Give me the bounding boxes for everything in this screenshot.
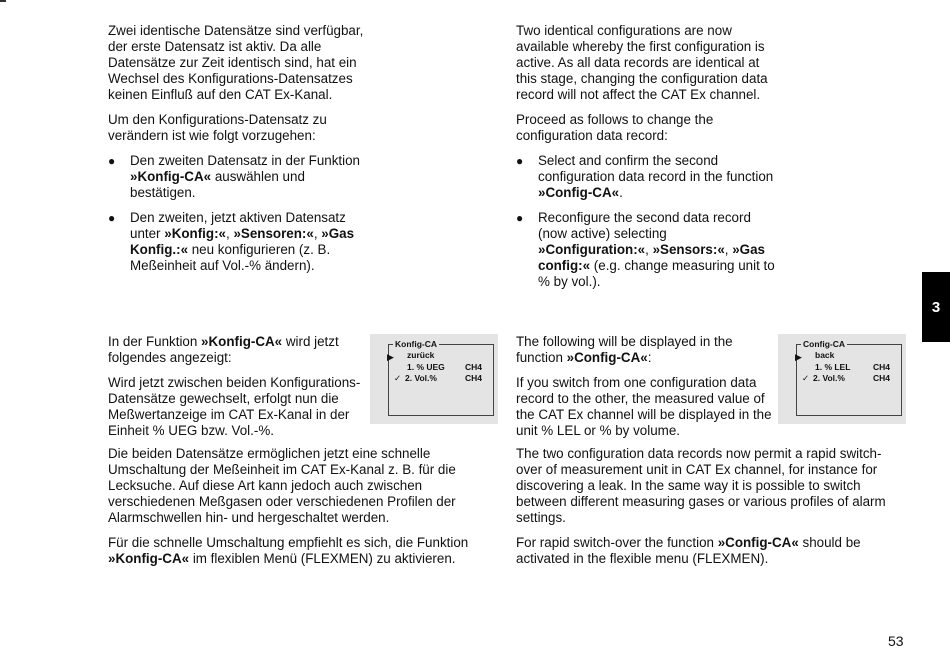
german-upper-column [108, 23, 370, 283]
de-paragraph-2: Um den Konfigurations-Datensatz zu verändern ist wie folgt vorzugehen: [108, 112, 327, 143]
cursor-arrow-icon: ▶ [387, 352, 394, 362]
en-paragraph-2: Proceed as follows to change the configuration data record: [516, 112, 714, 143]
de-lcd-screen [387, 339, 494, 416]
german-lower-narrow [108, 334, 364, 448]
en-lcd-title: Config-CA [803, 339, 846, 349]
de-lcd-display [370, 334, 498, 424]
en-bullet-1: ● Select and confirm the second configuration data record in the function »Config-CA«. [516, 153, 776, 201]
de-paragraph-5: Die beiden Datensätze ermöglichen jetzt eine schnelle Umschaltung der Meßeinheit im CAT Ex-Kanal z. B. für die Lecksuche. Auf diese Art kann jedoch auch zwischen verschiedenen Meßgasen oder verschiedenen Profilen der Alarmschwellen hin- und hergeschaltet werden. [108, 446, 456, 525]
de-lcd-row-3-gas: CH4 [465, 373, 483, 383]
en-lcd-row-3-label: 2. Vol.% [813, 373, 845, 383]
english-lower-wide [516, 446, 906, 576]
de-lcd-row-2-gas: CH4 [465, 361, 483, 372]
de-paragraph-6: Für die schnelle Umschaltung empfiehlt es sich, die Funktion »Konfig-CA« im flexiblen Menü (FLEXMEN) zu aktivieren. [108, 535, 469, 566]
de-lcd-row-2-label: 1. % UEG [407, 361, 445, 372]
en-lcd-row-1: back [815, 350, 835, 360]
english-upper-column [516, 23, 776, 299]
de-bullet-list [108, 153, 370, 274]
check-icon: ✓ [802, 373, 810, 383]
en-lcd-row-2-gas: CH4 [873, 361, 891, 372]
de-lcd-row-3-label: 2. Vol.% [405, 373, 437, 383]
page-number: 53 [888, 633, 904, 649]
en-lcd-row-3-gas: CH4 [873, 373, 891, 383]
en-paragraph-5: The two configuration data records now permit a rapid switch-over of measurement unit in CAT Ex channel, for instance for discovering a leak. In the same way it is possible to switch between different measuring gases or various profiles of alarm settings. [516, 446, 886, 525]
de-paragraph-3: In der Funktion »Konfig-CA« wird jetzt folgendes angezeigt: [108, 334, 339, 365]
en-bullet-list [516, 153, 776, 290]
english-lower-narrow [516, 334, 772, 448]
en-paragraph-3: The following will be displayed in the function »Config-CA«: [516, 334, 733, 365]
de-bullet-2: ● Den zweiten, jetzt aktiven Datensatz unter »Konfig:«, »Sensoren:«, »Gas Konfig.:« neu konfigurieren (z. B. Meßeinheit auf Vol.-% ändern). [108, 210, 370, 274]
check-icon: ✓ [394, 373, 402, 383]
en-paragraph-1: Two identical configurations are now available whereby the first configuration is active. As all data records are identical at this stage, changing the configuration data record will not affect the CAT Ex channel. [516, 23, 768, 102]
de-lcd-row-1: zurück [407, 350, 435, 360]
de-bullet-1: ● Den zweiten Datensatz in der Funktion »Konfig-CA« auswählen und bestätigen. [108, 153, 370, 201]
en-paragraph-6: For rapid switch-over the function »Config-CA« should be activated in the flexible menu (FLEXMEN). [516, 535, 861, 566]
corner-mark [0, 0, 6, 2]
cursor-arrow-icon: ▶ [795, 352, 802, 362]
en-bullet-2: ● Reconfigure the second data record (now active) selecting »Configuration:«, »Sensors:«, »Gas config:« (e.g. change measuring unit to % by vol.). [516, 210, 776, 290]
de-paragraph-4: Wird jetzt zwischen beiden Konfigurations-Datensätze gewechselt, erfolgt nun die Meßwertanzeige im CAT Ex-Kanal in der Einheit % UEG bzw. Vol.-%. [108, 375, 361, 438]
de-lcd-title: Konfig-CA [395, 339, 438, 349]
en-lcd-row-2-label: 1. % LEL [815, 361, 851, 372]
chapter-tab: 3 [922, 272, 950, 342]
german-lower-wide [108, 446, 500, 576]
de-paragraph-1: Zwei identische Datensätze sind verfügbar, der erste Datensatz ist aktiv. Da alle Datensätze zur Zeit identisch sind, hat ein Wechsel des Konfigurations-Datensatzes keinen Einfluß auf den CAT Ex-Kanal. [108, 23, 364, 102]
en-paragraph-4: If you switch from one configuration data record to the other, the measured value of the CAT Ex channel will be displayed in the unit % LEL or % by volume. [516, 375, 772, 438]
en-lcd-screen [795, 339, 902, 416]
en-lcd-display [778, 334, 906, 424]
